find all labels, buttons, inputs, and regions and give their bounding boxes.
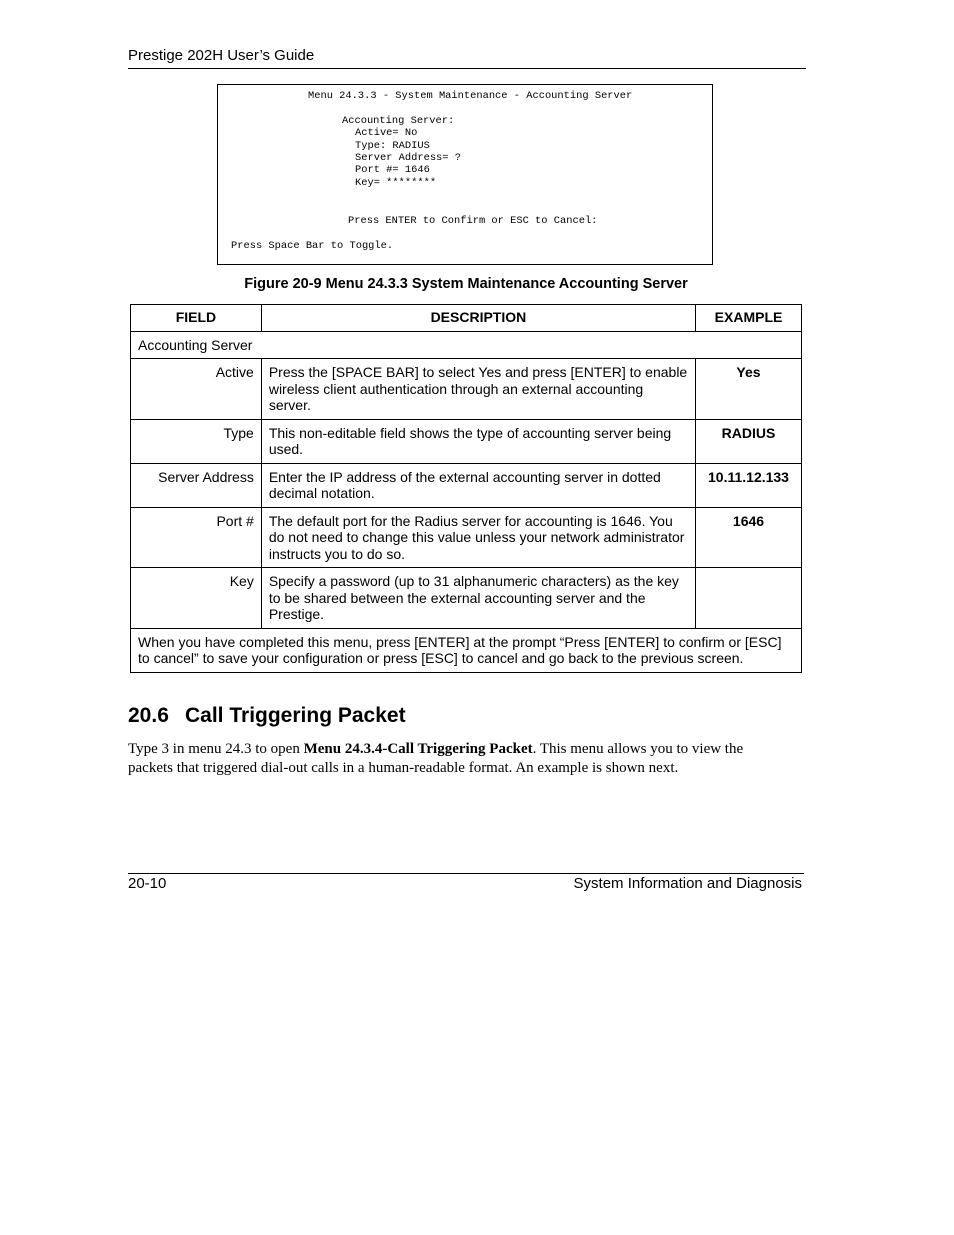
figure-caption: Figure 20-9 Menu 24.3.3 System Maintenance Accounting Server [244, 276, 688, 292]
header-example: EXAMPLE [696, 305, 802, 332]
table-row [131, 359, 802, 420]
field-cell: Key [131, 568, 262, 629]
field-cell: Port # [131, 507, 262, 568]
screen-hint: Press Space Bar to Toggle. [231, 240, 394, 252]
table-footer-row [131, 628, 802, 672]
example-cell: 1646 [696, 507, 802, 568]
example-cell: RADIUS [696, 419, 802, 463]
section-body [128, 740, 788, 778]
screen-prompt: Press ENTER to Confirm or ESC to Cancel: [348, 215, 598, 227]
field-cell: Type [131, 419, 262, 463]
field-description-table [130, 304, 802, 673]
page-number: 20-10 [128, 875, 167, 892]
header-divider [128, 68, 806, 69]
running-header: Prestige 202H User’s Guide [128, 47, 315, 64]
screen-section-label: Accounting Server: [342, 115, 455, 127]
example-cell: Yes [696, 359, 802, 420]
table-row [131, 507, 802, 568]
field-cell: Server Address [131, 463, 262, 507]
body-text-start: Type 3 in menu 24.3 to open [128, 741, 304, 757]
example-cell [696, 568, 802, 629]
menu-title: Menu 24.3.3 - System Maintenance - Accounting Server [308, 90, 633, 102]
table-group-row [131, 331, 802, 359]
screen-field-type: Type: RADIUS [355, 140, 430, 152]
body-text-menu-name: Menu 24.3.4-Call Triggering Packet [303, 741, 533, 757]
table-row [131, 463, 802, 507]
screen-field-server-address: Server Address= ? [355, 152, 462, 164]
table-row [131, 568, 802, 629]
header-field: FIELD [131, 305, 262, 332]
table-row [131, 419, 802, 463]
screen-field-active: Active= No [355, 127, 418, 139]
description-cell: Specify a password (up to 31 alphanumeric characters) as the key to be shared between the external accounting server and the Prestige. [261, 568, 695, 629]
description-cell: This non-editable field shows the type of accounting server being used. [261, 419, 695, 463]
field-cell: Active [131, 359, 262, 420]
example-cell: 10.11.12.133 [696, 463, 802, 507]
description-cell: Enter the IP address of the external accounting server in dotted decimal notation. [261, 463, 695, 507]
description-cell: The default port for the Radius server for accounting is 1646. You do not need to change this value unless your network administrator instructs you to do so. [261, 507, 695, 568]
section-heading [128, 704, 406, 728]
terminal-screen [217, 84, 713, 265]
chapter-title: System Information and Diagnosis [573, 875, 802, 892]
table-footer-note: When you have completed this menu, press [ENTER] at the prompt “Press [ENTER] to confirm or [ESC] to cancel” to save your configuration or press [ESC] to cancel and go back to the previous screen. [131, 628, 802, 672]
footer-divider [128, 873, 804, 874]
group-label: Accounting Server [131, 331, 802, 359]
section-title-text: Call Triggering Packet [185, 704, 406, 727]
table-header-row [131, 305, 802, 332]
body-text-end: . This menu allows you to view the packets that triggered dial-out calls in a human-readable format. An example is shown next. [128, 741, 744, 776]
header-description: DESCRIPTION [261, 305, 695, 332]
screen-field-port: Port #= 1646 [355, 164, 430, 176]
description-cell: Press the [SPACE BAR] to select Yes and press [ENTER] to enable wireless client authentication through an external accounting server. [261, 359, 695, 420]
screen-field-key: Key= ******** [355, 177, 437, 189]
section-number: 20.6 [128, 704, 169, 727]
